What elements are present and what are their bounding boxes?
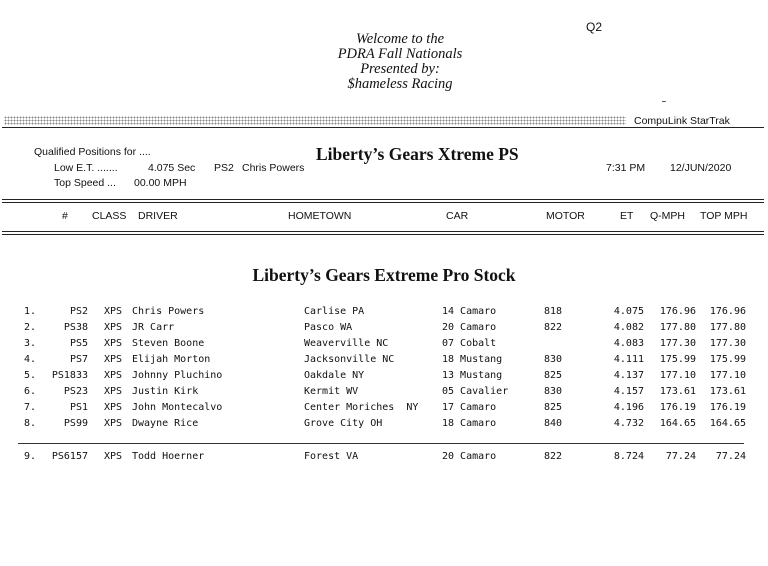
- row-class: XPS: [104, 338, 123, 349]
- vendor-label: CompuLink StarTrak: [634, 115, 730, 127]
- row-driver: JR Carr: [132, 322, 175, 333]
- col-driver: DRIVER: [138, 210, 178, 222]
- stray-mark: ᠆: [662, 97, 666, 107]
- row-class: XPS: [104, 402, 123, 413]
- row-topmph: 176.19: [709, 402, 746, 413]
- row-hometown: Oakdale NY: [304, 370, 365, 381]
- row-topmph: 176.96: [709, 306, 746, 317]
- row-topmph: 177.30: [709, 338, 746, 349]
- row-class: XPS: [104, 386, 123, 397]
- row-motor: 822: [544, 451, 563, 462]
- row-class: XPS: [104, 322, 123, 333]
- report-code: Q2: [586, 20, 603, 34]
- row-position: 5.: [24, 370, 37, 381]
- row-car-number: PS6157: [51, 451, 88, 462]
- row-class: XPS: [104, 306, 123, 317]
- presented-by-line: Presented by:: [360, 61, 440, 77]
- table-row: [0, 418, 768, 434]
- row-car-number: PS7: [69, 354, 88, 365]
- row-car-number: PS38: [63, 322, 88, 333]
- row-car: 17 Camaro: [442, 402, 497, 413]
- row-topmph: 77.24: [715, 451, 746, 462]
- row-topmph: 173.61: [709, 386, 746, 397]
- section-title: Liberty’s Gears Extreme Pro Stock: [252, 265, 516, 285]
- row-topmph: 164.65: [709, 418, 746, 429]
- low-et-label: Low E.T. .......: [54, 162, 118, 174]
- event-title: Liberty’s Gears Xtreme PS: [316, 144, 519, 164]
- row-et: 4.082: [613, 322, 644, 333]
- divider-header-2: [2, 234, 764, 235]
- row-motor: 825: [544, 370, 563, 381]
- row-et: 4.732: [613, 418, 644, 429]
- row-hometown: Kermit WV: [304, 386, 359, 397]
- row-class: XPS: [104, 451, 123, 462]
- row-motor: 840: [544, 418, 563, 429]
- row-et: 4.075: [613, 306, 644, 317]
- row-hometown: Grove City OH: [304, 418, 383, 429]
- report-date: 12/JUN/2020: [670, 162, 732, 174]
- row-car: 18 Camaro: [442, 418, 497, 429]
- table-row: [0, 338, 768, 354]
- row-car: 07 Cobalt: [442, 338, 497, 349]
- row-position: 2.: [24, 322, 37, 333]
- table-row: [0, 370, 768, 386]
- row-car-number: PS99: [63, 418, 88, 429]
- low-et-class: PS2: [214, 162, 234, 174]
- row-car-number: PS2: [69, 306, 88, 317]
- row-topmph: 175.99: [709, 354, 746, 365]
- row-driver: Dwayne Rice: [132, 418, 199, 429]
- row-et: 4.157: [613, 386, 644, 397]
- row-hometown: Forest VA: [304, 451, 359, 462]
- row-qmph: 177.10: [659, 370, 696, 381]
- table-row: [0, 306, 768, 322]
- col-qmph: Q-MPH: [650, 210, 685, 222]
- row-car-number: PS1833: [51, 370, 88, 381]
- row-car: 20 Camaro: [442, 451, 497, 462]
- row-car-number: PS23: [63, 386, 88, 397]
- row-position: 1.: [24, 306, 37, 317]
- col-et: ET: [620, 210, 634, 222]
- row-motor: 830: [544, 386, 563, 397]
- welcome-block: [250, 32, 550, 92]
- row-position: 3.: [24, 338, 37, 349]
- row-driver: Steven Boone: [132, 338, 205, 349]
- table-row: [0, 354, 768, 370]
- row-qmph: 173.61: [659, 386, 696, 397]
- col-motor: MOTOR: [546, 210, 585, 222]
- divider-mid-2: [2, 202, 764, 203]
- row-motor: 830: [544, 354, 563, 365]
- row-et: 4.111: [613, 354, 644, 365]
- top-speed-label: Top Speed ...: [54, 177, 116, 189]
- col-hometown: HOMETOWN: [288, 210, 352, 222]
- event-name-line: PDRA Fall Nationals: [337, 46, 463, 62]
- divider-top: [2, 127, 764, 128]
- qualified-label: Qualified Positions for ....: [34, 146, 151, 158]
- row-position: 4.: [24, 354, 37, 365]
- row-driver: Justin Kirk: [132, 386, 199, 397]
- row-qmph: 164.65: [659, 418, 696, 429]
- row-car: 18 Mustang: [442, 354, 503, 365]
- row-car: 20 Camaro: [442, 322, 497, 333]
- row-hometown: Carlise PA: [304, 306, 365, 317]
- row-car: 05 Cavalier: [442, 386, 509, 397]
- row-class: XPS: [104, 370, 123, 381]
- row-position: 7.: [24, 402, 37, 413]
- row-topmph: 177.10: [709, 370, 746, 381]
- row-et: 4.137: [613, 370, 644, 381]
- sponsor-line: $hameless Racing: [347, 76, 453, 92]
- row-et: 8.724: [613, 451, 644, 462]
- table-row: [0, 386, 768, 402]
- row-et: 4.083: [613, 338, 644, 349]
- row-hometown: Pasco WA: [304, 322, 353, 333]
- row-driver: Chris Powers: [132, 306, 205, 317]
- col-car: CAR: [446, 210, 469, 222]
- row-class: XPS: [104, 354, 123, 365]
- dotted-band: [4, 116, 626, 125]
- row-hometown: Center Moriches NY: [304, 402, 419, 413]
- row-car: 13 Mustang: [442, 370, 503, 381]
- row-position: 6.: [24, 386, 37, 397]
- col-class: CLASS: [92, 210, 127, 222]
- row-class: XPS: [104, 418, 123, 429]
- row-position: 8.: [24, 418, 37, 429]
- top-speed-value: 00.00 MPH: [134, 177, 187, 189]
- row-motor: 818: [544, 306, 563, 317]
- table-row: [0, 322, 768, 338]
- row-driver: Elijah Morton: [132, 354, 211, 365]
- row-topmph: 177.80: [709, 322, 746, 333]
- table-row: [0, 402, 768, 418]
- row-qmph: 176.96: [659, 306, 696, 317]
- row-car: 14 Camaro: [442, 306, 497, 317]
- results-separator: [18, 443, 744, 444]
- low-et-driver: Chris Powers: [242, 162, 305, 174]
- row-qmph: 77.24: [665, 451, 696, 462]
- row-qmph: 177.30: [659, 338, 696, 349]
- row-motor: 825: [544, 402, 563, 413]
- row-car-number: PS1: [69, 402, 88, 413]
- row-car-number: PS5: [69, 338, 88, 349]
- col-number: #: [62, 210, 68, 222]
- row-qmph: 176.19: [659, 402, 696, 413]
- row-driver: Johnny Pluchino: [132, 370, 223, 381]
- row-hometown: Jacksonville NC: [304, 354, 395, 365]
- welcome-line: Welcome to the: [355, 31, 445, 47]
- row-qmph: 175.99: [659, 354, 696, 365]
- col-topmph: TOP MPH: [700, 210, 748, 222]
- divider-header-1: [2, 231, 764, 232]
- row-hometown: Weaverville NC: [304, 338, 389, 349]
- row-position: 9.: [24, 451, 37, 462]
- table-row: [0, 451, 768, 467]
- row-et: 4.196: [613, 402, 644, 413]
- row-driver: Todd Hoerner: [132, 451, 205, 462]
- row-driver: John Montecalvo: [132, 402, 223, 413]
- divider-mid-1: [2, 199, 764, 200]
- row-qmph: 177.80: [659, 322, 696, 333]
- report-time: 7:31 PM: [606, 162, 646, 174]
- row-motor: 822: [544, 322, 563, 333]
- low-et-value: 4.075 Sec: [148, 162, 196, 174]
